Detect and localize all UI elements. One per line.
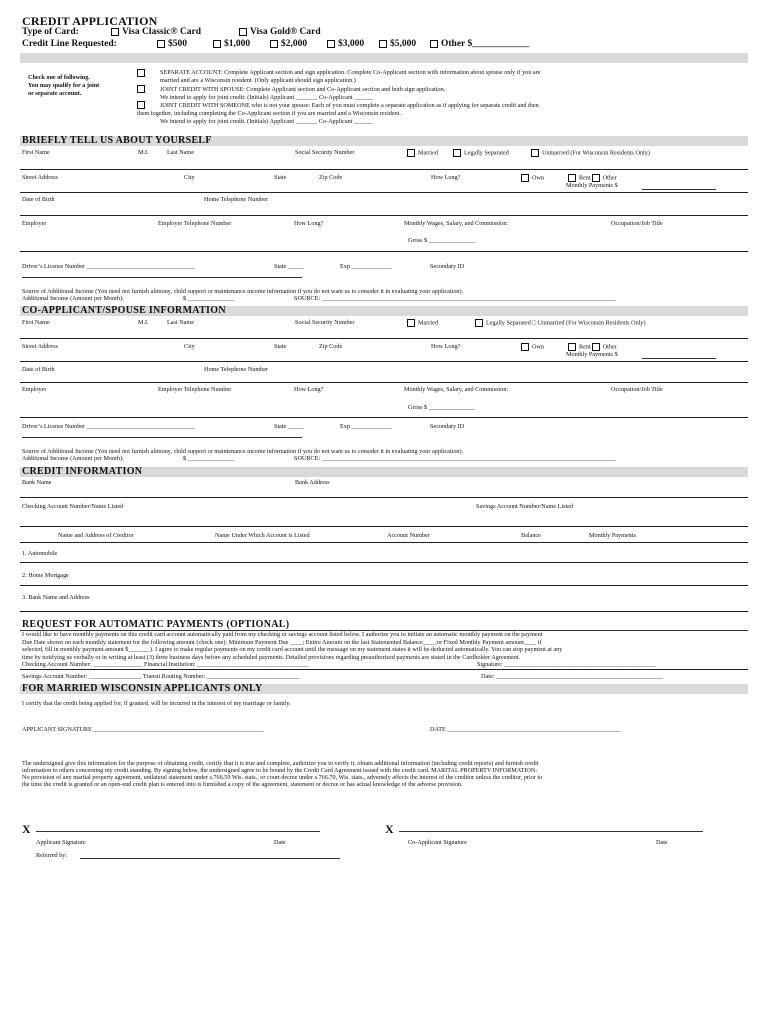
col-name-under: Name Under Which Account is Listed	[215, 532, 310, 539]
checkbox-icon[interactable]	[111, 28, 119, 36]
col-balance: Balance	[521, 532, 541, 539]
checking-account-label: Checking Account Number/Name Listed	[22, 503, 124, 510]
credit-line-label: Credit Line Requested:	[22, 39, 117, 49]
auto-pay-text-2: Due Date shown on each monthly statement for the following amount (check one): Minimum Payment Due ____; Entire Amount on the last Statemented Balance____;or Fixed Monthly Payment amount____ if	[22, 639, 542, 646]
co-zip-label: Zip Code	[319, 343, 343, 350]
co-additional-income-label: Additional Income (Amount per Month):	[22, 455, 124, 462]
applicant-x-mark: X	[22, 822, 31, 836]
checkbox-icon[interactable]	[407, 149, 415, 157]
checkbox-icon[interactable]	[568, 174, 576, 182]
savings-account-label: Savings Account Number/Name Listed	[476, 503, 574, 510]
row-rule	[20, 169, 748, 170]
co-state-label: State	[274, 343, 287, 350]
credit-row-mortgage: 2. Home Mortgage	[22, 572, 69, 579]
home-phone-label: Home Telephone Number	[204, 196, 269, 203]
col-monthly: Monthly Payments	[589, 532, 636, 539]
state-label: State	[274, 174, 287, 181]
co-employer-phone-label: Employer Telephone Number	[158, 386, 232, 393]
checkbox-icon[interactable]	[475, 319, 483, 327]
employer-phone-label: Employer Telephone Number	[158, 220, 232, 227]
checkbox-icon[interactable]	[270, 40, 278, 48]
secondary-line	[22, 437, 302, 438]
wisconsin-certify: I certify that the credit being applied for, if granted, will be incurred in the interest of my marriage or family.	[22, 700, 291, 707]
employer-label: Employer	[22, 220, 47, 227]
secondary-line	[22, 277, 302, 278]
mi-label: M.I.	[138, 149, 149, 156]
checkbox-icon[interactable]	[531, 149, 539, 157]
co-secondary-id-label: Secondary ID	[430, 423, 465, 430]
co-how-long-label: How Long?	[431, 343, 461, 350]
row-rule	[20, 497, 748, 498]
auto-pay-text-4: time by notifying us verbally or in writing at least (3) three business days before any scheduled payments. Detailed provisions regarding preauthorized payments are stated in the Cardholder Agreement.	[22, 654, 521, 661]
own-option[interactable]: Own	[521, 174, 544, 182]
disclosure-text-4: the time the credit is granted or an open-end credit plan is entered into is furnished a copy of the agreement, statement or decree or has actual knowledge of the adverse provision.	[22, 781, 463, 788]
co-ssn-label: Social Security Number	[295, 319, 355, 326]
separate-account-text: SEPARATE ACCOUNT: Complete Applicant section and sign application. Complete Co-Applicant section with information about spouse only if you are	[160, 69, 541, 76]
checkbox-icon[interactable]	[239, 28, 247, 36]
employment-how-long-label: How Long?	[294, 220, 324, 227]
secondary-id-label: Secondary ID	[430, 263, 465, 270]
ssn-label: Social Security Number	[295, 149, 355, 156]
dl-exp-field[interactable]: Exp _____________	[340, 263, 392, 270]
coapplicant-signature-line[interactable]	[399, 831, 703, 832]
joint-spouse-checkbox[interactable]	[137, 85, 145, 93]
card-type-label: Type of Card:	[22, 27, 79, 37]
city-label: City	[184, 174, 195, 181]
last-name-label: Last Name	[167, 149, 194, 156]
row-rule	[20, 192, 748, 193]
coapplicant-section-header: CO-APPLICANT/SPOUSE INFORMATION	[20, 306, 748, 316]
form-title: CREDIT APPLICATION	[22, 14, 158, 28]
account-type-prompt-3: or separate account.	[28, 90, 82, 97]
wisconsin-date-field[interactable]: DATE ________________________________________________________	[430, 726, 621, 733]
co-drivers-license-field[interactable]: Driver’s License Number ___________________________________	[22, 423, 195, 430]
auto-pay-checking-field[interactable]: Checking Account Number: ________________ Financial Institution: ____________________________________	[22, 661, 309, 668]
co-married-option[interactable]: Married	[407, 319, 438, 327]
monthly-payments-label: Monthly Payments $	[566, 182, 618, 189]
separate-account-checkbox[interactable]	[137, 69, 145, 77]
co-dl-state-field[interactable]: State _____	[274, 423, 304, 430]
co-additional-income-source[interactable]: SOURCE: _______________________________________________________________________________________________	[294, 455, 616, 462]
applicant-section-header: BRIEFLY TELL US ABOUT YOURSELF	[20, 136, 748, 146]
additional-income-amount[interactable]: $ _______________	[183, 295, 235, 302]
line-option-500[interactable]: $500	[157, 39, 187, 49]
checkbox-icon[interactable]	[521, 343, 529, 351]
credit-row-bank: 3. Bank Name and Address	[22, 594, 90, 601]
line-option-5000[interactable]: $5,000	[379, 39, 416, 49]
disclosure-text-2: information to others concerning my credit standing. By signing below, the undersigned agree to be bound by the Credit Card Agreement issued with the credit card. MARITAL PROPERTY INFORMATION:	[22, 767, 538, 774]
coapplicant-x-mark: X	[385, 822, 394, 836]
col-account: Account Number	[387, 532, 430, 539]
checkbox-icon[interactable]	[521, 174, 529, 182]
coapplicant-signature-label: Co-Applicant Signature	[408, 839, 467, 846]
co-wages-label: Monthly Wages, Salary, and Commission:	[404, 386, 509, 393]
co-rent-other-option[interactable]: Rent Other	[568, 343, 617, 351]
auto-pay-date-field[interactable]: Date: ______________________________________________________	[481, 673, 664, 680]
disclosure-text-3: No provision of any marital property agreement, unilateral statement under s.766.59 Wis. stats., or court decree under s.766.70, Wis. stats., adversely affects the interest of the creditor unless the creditor, prior to	[22, 774, 543, 781]
row-rule	[20, 361, 748, 362]
row-rule	[20, 542, 748, 543]
line-option-2000[interactable]: $2,000	[270, 39, 307, 49]
row-rule	[20, 251, 748, 252]
applicant-signature-label: Applicant Signature	[36, 839, 86, 846]
co-first-name-label: First Name	[22, 319, 50, 326]
auto-pay-signature-field[interactable]: Signature: _________________________________________________	[477, 661, 656, 668]
co-separated-unmarried-option[interactable]: Legally Separated □ Unmarried (For Wisconsin Residents Only)	[475, 319, 646, 327]
co-street-label: Street Address	[22, 343, 58, 350]
checkbox-icon[interactable]	[327, 40, 335, 48]
joint-someone-checkbox[interactable]	[137, 101, 145, 109]
auto-pay-savings-field[interactable]: Savings Account Number: _________________ Transit Routing Number: ______________________________	[22, 673, 300, 680]
row-rule	[20, 526, 748, 527]
row-rule	[20, 338, 748, 339]
first-name-label: First Name	[22, 149, 50, 156]
co-dob-label: Date of Birth	[22, 366, 55, 373]
co-gross-field[interactable]: Gross $ _______________	[408, 404, 476, 411]
co-last-name-label: Last Name	[167, 319, 194, 326]
co-own-option[interactable]: Own	[521, 343, 544, 351]
row-rule	[20, 611, 748, 612]
monthly-payments-input[interactable]	[642, 189, 716, 190]
drivers-license-field[interactable]: Driver’s License Number ___________________________________	[22, 263, 195, 270]
line-option-1000[interactable]: $1,000	[213, 39, 250, 49]
joint-spouse-text: JOINT CREDIT WITH SPOUSE: Complete Applicant section and Co-Applicant section and both sign application.	[160, 86, 446, 93]
checkbox-icon[interactable]	[157, 40, 165, 48]
occupation-label: Occupation/Job Title	[611, 220, 663, 227]
applicant-signature-line[interactable]	[36, 831, 320, 832]
wisconsin-signature-field[interactable]: APPLICANT SIGNATURE _______________________________________________________	[22, 726, 264, 733]
co-additional-income-note: Source of Additional Income (You need not furnish alimony, child support or maintenance income information if you do not want us to consider it in evaluating your application).	[22, 448, 464, 455]
joint-someone-text: JOINT CREDIT WITH SOMEONE who is not your spouse: Each of you must complete a separate application as if applying for separate credit and then	[160, 102, 539, 109]
co-home-phone-label: Home Telephone Number	[204, 366, 269, 373]
married-option[interactable]: Married	[407, 149, 438, 157]
co-dl-exp-field[interactable]: Exp _____________	[340, 423, 392, 430]
joint-someone-initials: We intend to apply for joint credit. (Initials) Applicant _______ Co-Applicant ______	[160, 118, 373, 125]
co-city-label: City	[184, 343, 195, 350]
additional-income-note: Source of Additional Income (You need not furnish alimony, child support or maintenance income information if you do not want us to consider it in evaluating your application).	[22, 288, 464, 295]
auto-pay-text-3: selected, fill in monthly payment amount $_______). I agree to make regular payments on my credit card account until the message on my statement states it will be deducted automatically. You can stop payment at any	[22, 646, 563, 653]
wisconsin-section-header: FOR MARRIED WISCONSIN APPLICANTS ONLY	[20, 684, 748, 694]
additional-income-label: Additional Income (Amount per Month):	[22, 295, 124, 302]
unmarried-option[interactable]: Unmarried (For Wisconsin Residents Only)	[531, 149, 650, 157]
card-option-classic[interactable]: Visa Classic® Card	[111, 27, 201, 37]
dob-label: Date of Birth	[22, 196, 55, 203]
checkbox-icon[interactable]	[592, 343, 600, 351]
referred-by-label: Referred by:	[36, 852, 68, 859]
referred-by-input[interactable]	[80, 858, 340, 859]
auto-pay-heading: REQUEST FOR AUTOMATIC PAYMENTS (OPTIONAL)	[22, 619, 290, 630]
co-additional-income-amount[interactable]: $ _______________	[183, 455, 235, 462]
row-rule	[20, 215, 748, 216]
separate-account-text-2: married and are a Wisconsin resident. (Only applicant should sign application.)	[160, 77, 356, 84]
checkbox-icon[interactable]	[453, 149, 461, 157]
joint-spouse-initials: We intend to apply for joint credit: (Initials) Applicant _______ Co-Applicant ______	[160, 94, 373, 101]
account-type-prompt-1: Check one of following.	[28, 74, 90, 81]
checkbox-icon[interactable]	[213, 40, 221, 48]
row-rule	[20, 562, 748, 563]
co-monthly-payments-input[interactable]	[642, 358, 716, 359]
co-mi-label: M.I.	[138, 319, 149, 326]
bank-address-label: Bank Address	[295, 479, 330, 486]
co-employer-label: Employer	[22, 386, 47, 393]
account-type-prompt-2: You may qualify for a joint	[28, 82, 100, 89]
wages-label: Monthly Wages, Salary, and Commission:	[404, 220, 509, 227]
co-employment-how-long-label: How Long?	[294, 386, 324, 393]
disclosure-text-1: The undersigned give this information for the purpose of obtaining credit, certify that it is true and complete, authorize you to verify it, obtain additional information (including credit reports) and furnish credit	[22, 760, 539, 767]
checkbox-icon[interactable]	[407, 319, 415, 327]
co-monthly-payments-label: Monthly Payments $	[566, 351, 618, 358]
bank-name-label: Bank Name	[22, 479, 52, 486]
line-option-other[interactable]: Other $____________	[430, 39, 529, 49]
dl-state-field[interactable]: State _____	[274, 263, 304, 270]
row-rule	[20, 585, 748, 586]
co-occupation-label: Occupation/Job Title	[611, 386, 663, 393]
row-rule	[20, 417, 748, 418]
separated-option[interactable]: Legally Separated	[453, 149, 509, 157]
applicant-date-label: Date	[274, 839, 286, 846]
auto-pay-text-1: I would like to have monthly payments on this credit card account automatically paid from my checking or savings account listed below. I authorize you to initiate an automatic monthly payment on the payment	[22, 631, 543, 638]
row-rule	[20, 382, 748, 383]
checkbox-icon[interactable]	[592, 174, 600, 182]
card-option-gold[interactable]: Visa Gold® Card	[239, 27, 321, 37]
how-long-label: How Long?	[431, 174, 461, 181]
checkbox-icon[interactable]	[568, 343, 576, 351]
zip-label: Zip Code	[319, 174, 343, 181]
header-divider-band	[20, 53, 748, 63]
credit-section-header: CREDIT INFORMATION	[20, 467, 748, 477]
gross-field[interactable]: Gross $ _______________	[408, 237, 476, 244]
line-option-3000[interactable]: $3,000	[327, 39, 364, 49]
additional-income-source[interactable]: SOURCE: _______________________________________________________________________________________________	[294, 295, 616, 302]
coapplicant-date-label: Date	[656, 839, 668, 846]
street-label: Street Address	[22, 174, 58, 181]
checkbox-icon[interactable]	[430, 40, 438, 48]
checkbox-icon[interactable]	[379, 40, 387, 48]
col-creditor: Name and Address of Creditor	[58, 532, 134, 539]
credit-row-automobile: 1. Automobile	[22, 550, 58, 557]
row-rule	[20, 669, 748, 670]
rent-other-option[interactable]: Rent Other	[568, 174, 617, 182]
joint-someone-text-2: them together, including completing the Co-Applicant section if you are married and a Wisconsin resident.	[137, 110, 402, 117]
